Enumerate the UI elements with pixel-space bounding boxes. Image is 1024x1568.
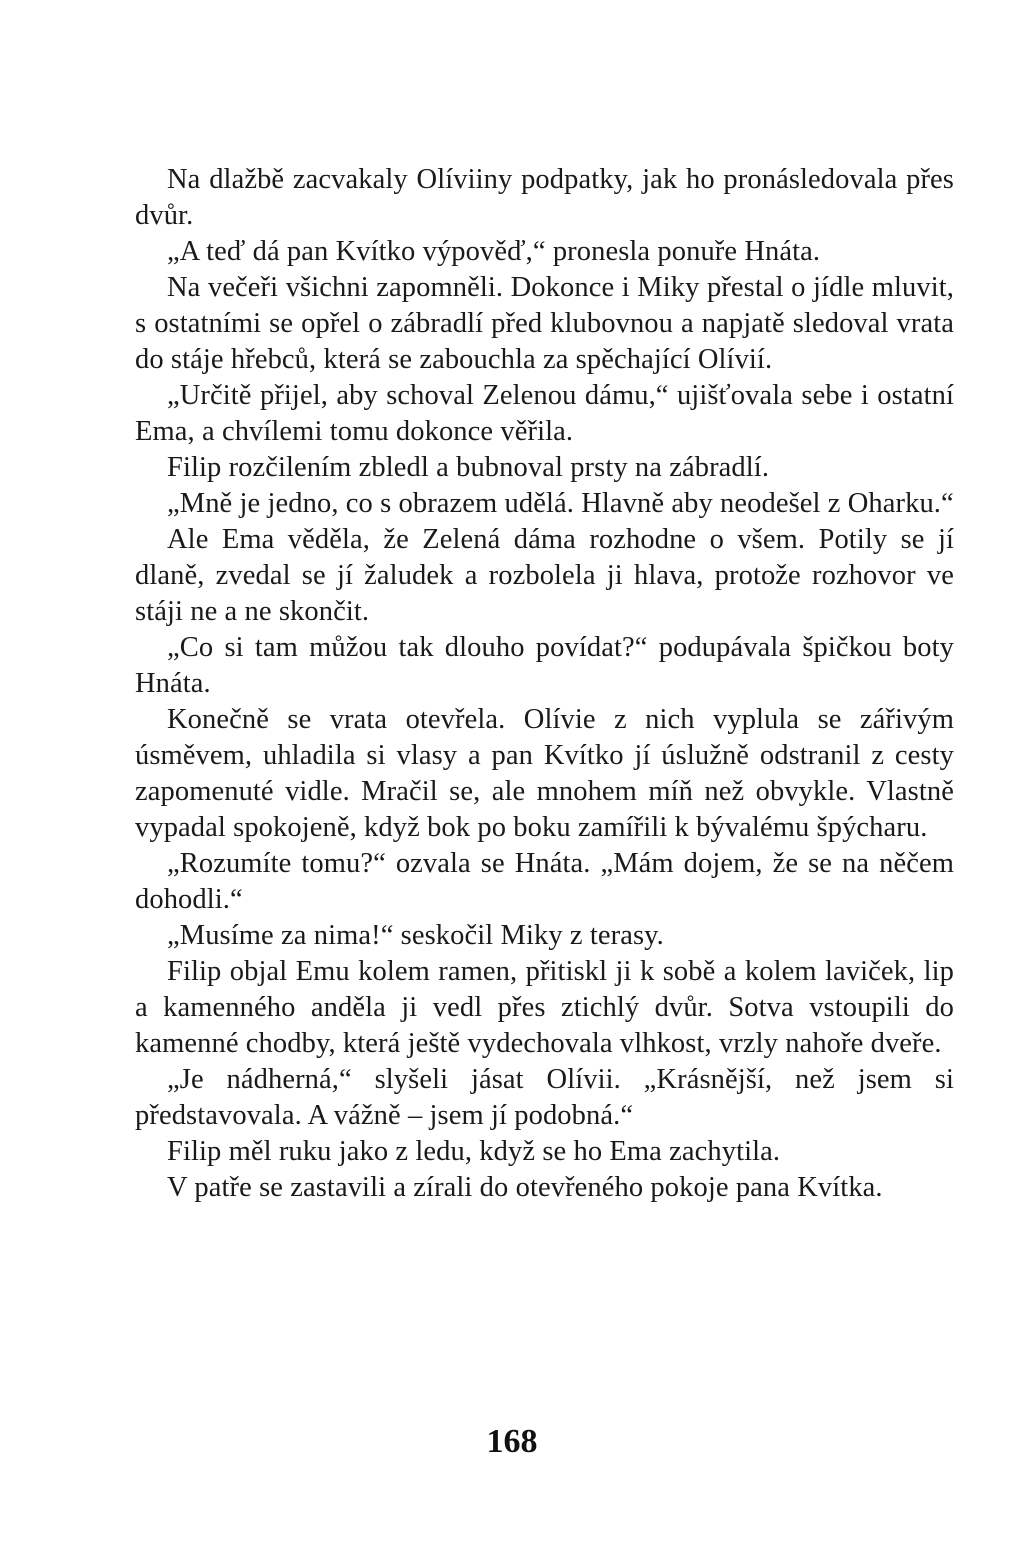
paragraph: „Určitě přijel, aby schoval Zelenou dámu,“ ujišťovala sebe i ostatní Ema, a chvílemi tomu dokonce věřila.: [135, 380, 954, 447]
paragraph: „Je nádherná,“ slyšeli jásat Olívii. „Krásnější, než jsem si představovala. A vážně – jsem jí podobná.“: [135, 1064, 954, 1131]
body-text: [135, 162, 954, 1206]
paragraph: „Musíme za nima!“ seskočil Miky z terasy.: [167, 920, 664, 951]
paragraph: Ale Ema věděla, že Zelená dáma rozhodne o všem. Potily se jí dlaně, zvedal se jí žaludek a rozbolela ji hlava, protože rozhovor ve stáji ne a ne skončit.: [135, 524, 954, 627]
paragraph: V patře se zastavili a zírali do otevřeného pokoje pana Kvítka.: [167, 1172, 883, 1203]
paragraph: Filip měl ruku jako z ledu, když se ho Ema zachytila.: [167, 1136, 781, 1167]
paragraph: „Rozumíte tomu?“ ozvala se Hnáta. „Mám dojem, že se na něčem dohodli.“: [135, 848, 954, 915]
paragraph: „A teď dá pan Kvítko výpověď,“ pronesla ponuře Hnáta.: [167, 236, 821, 267]
paragraph: Filip rozčilením zbledl a bubnoval prsty na zábradlí.: [167, 452, 770, 483]
page-number: 168: [486, 1423, 538, 1460]
paragraph: „Mně je jedno, co s obrazem udělá. Hlavně aby neodešel z Oharku.“: [167, 488, 954, 519]
paragraph: Filip objal Emu kolem ramen, přitiskl ji k sobě a kolem laviček, lip a kamenného anděla ji vedl přes ztichlý dvůr. Sotva vstoupili do kamenné chodby, která ještě vydechovala vlhkost, vrzly nahoře dveře.: [135, 956, 954, 1059]
paragraph: „Co si tam můžou tak dlouho povídat?“ podupávala špičkou boty Hnáta.: [135, 632, 954, 699]
paragraph: Na večeři všichni zapomněli. Dokonce i Miky přestal o jídle mluvit, s ostatními se opřel o zábradlí před klubovnou a napjatě sledoval vrata do stáje hřebců, která se zabouchla za spěchající Olívií.: [135, 272, 954, 375]
paragraph: Na dlažbě zacvakaly Olíviiny podpatky, jak ho pronásledovala přes dvůr.: [135, 164, 954, 231]
paragraph: Konečně se vrata otevřela. Olívie z nich vyplula se zářivým úsměvem, uhladila si vlasy a pan Kvítko jí úslužně odstranil z cesty zapomenuté vidle. Mračil se, ale mnohem míň než obvykle. Vlastně vypadal spokojeně, když bok po boku zamířili k bývalému špýcharu.: [135, 704, 954, 843]
